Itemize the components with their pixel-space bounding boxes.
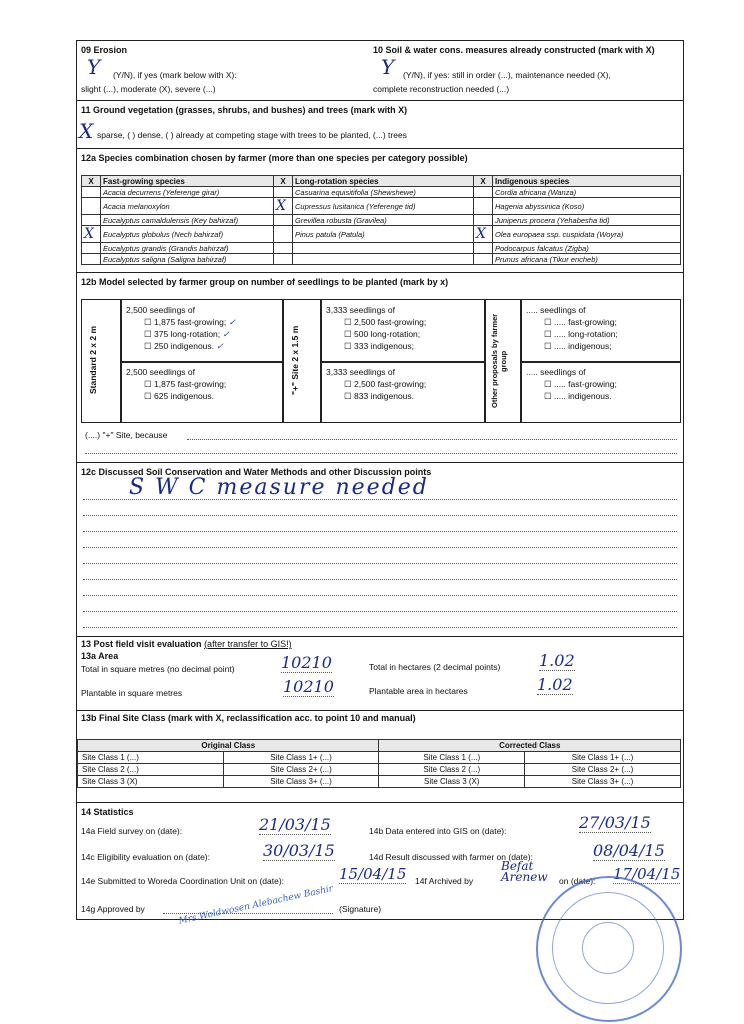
total-ha-value: 1.02 — [539, 651, 575, 670]
plus-a-1: ☐ 2,500 fast-growing; — [344, 317, 427, 327]
long-species: Grevillea robusta (Gravilea) — [293, 215, 474, 226]
section-model — [77, 273, 683, 463]
site-class-table — [77, 739, 681, 788]
fast-species: Eucalyptus saligna (Saligna bahirzaf) — [101, 254, 274, 265]
other-b-1: ☐ ..... fast-growing; — [544, 379, 617, 389]
discussed-title: 12c Discussed Soil Conservation and Water Methods and other Discussion points — [81, 467, 432, 477]
stat-14f-on: on (date): — [559, 876, 596, 886]
plus-site-label: "+" Site 2 x 1.5 m — [290, 325, 300, 395]
species-row — [82, 243, 681, 254]
corr-class-cell: Site Class 3 (X) — [379, 776, 525, 788]
orig-class-cell: Site Class 2+ (...) — [223, 764, 379, 776]
plus-b-head: 3,333 seedlings of — [326, 367, 395, 377]
corr-class-cell: Site Class 1 (...) — [379, 752, 525, 764]
other-a-1: ☐ ..... fast-growing; — [544, 317, 617, 327]
long-species-mark: X — [274, 198, 293, 215]
indigenous-species: Podocarpus falcatus (Zigba) — [493, 243, 681, 254]
fast-species: Eucalyptus grandis (Grandis bahirzaf) — [101, 243, 274, 254]
section-ground-vegetation — [77, 101, 683, 149]
plant-sqm-value: 10210 — [283, 677, 334, 696]
long-species — [293, 254, 474, 265]
corrected-class-header: Corrected Class — [379, 740, 681, 752]
plant-ha-value: 1.02 — [537, 675, 573, 694]
indigenous-species: Juniperus procera (Yehabesha tid) — [493, 215, 681, 226]
stat-14f-label: 14f Archived by — [415, 876, 474, 886]
other-b-2: ☐ ..... indigenous. — [544, 391, 612, 401]
soil-water-title: 10 Soil & water cons. measures already constructed (mark with X) — [373, 45, 655, 55]
soil-water-question: (Y/N), if yes: still in order (...), maintenance needed (X), — [403, 70, 611, 80]
stat-14c-value: 30/03/15 — [263, 841, 335, 860]
area-title: 13a Area — [81, 651, 119, 661]
fast-species: Eucalyptus globulus (Nech bahirzaf) — [101, 226, 274, 243]
section-site-class — [77, 711, 683, 803]
species-header-x2: X — [274, 176, 293, 187]
total-sqm-label: Total in square metres (no decimal point) — [81, 664, 235, 674]
corr-class-cell: Site Class 3+ (...) — [525, 776, 681, 788]
other-a-head: ..... seedlings of — [526, 305, 586, 315]
indigenous-species: Olea europaea ssp. cuspidata (Woyra) — [493, 226, 681, 243]
erosion-question: (Y/N), if yes (mark below with X): — [113, 70, 237, 80]
std-a-3: ☐ 250 indigenous. ✓ — [144, 341, 224, 352]
orig-class-cell: Site Class 3+ (...) — [223, 776, 379, 788]
species-row — [82, 226, 681, 243]
long-species: Cupressus lusitanica (Yeferenge tid) — [293, 198, 474, 215]
approver-stamp-text: Mrs.Woldwosen Alebachew Bashir — [177, 884, 335, 927]
model-grid — [81, 299, 681, 423]
plant-ha-label: Plantable area in hectares — [369, 686, 468, 696]
total-ha-label: Total in hectares (2 decimal points) — [369, 662, 501, 672]
section-discussed — [77, 463, 683, 637]
site-class-row — [78, 776, 681, 788]
site-class-row — [78, 764, 681, 776]
species-header-long: Long-rotation species — [293, 176, 474, 187]
other-a-3: ☐ ..... indigenous; — [544, 341, 612, 351]
stat-14d-label: 14d Result discussed with farmer on (date): — [369, 852, 533, 862]
plus-a-head: 3,333 seedlings of — [326, 305, 395, 315]
stat-14a-label: 14a Field survey on (date): — [81, 826, 183, 836]
species-row — [82, 215, 681, 226]
orig-class-cell: Site Class 2 (...) — [78, 764, 224, 776]
fast-species-mark: X — [82, 226, 101, 243]
long-species: Pinus patula (Patula) — [293, 226, 474, 243]
indigenous-species: Prunus africana (Tikur encheb) — [493, 254, 681, 265]
std-b-2: ☐ 625 indigenous. — [144, 391, 215, 401]
soil-water-answer: Y — [381, 55, 395, 79]
plus-a-3: ☐ 333 indigenous; — [344, 341, 415, 351]
std-a-2: ☐ 375 long-rotation; ✓ — [144, 329, 230, 340]
stat-14g-label: 14g Approved by — [81, 904, 145, 914]
site-class-title: 13b Final Site Class (mark with X, reclassification acc. to point 10 and manual) — [81, 713, 416, 723]
corr-class-cell: Site Class 1+ (...) — [525, 752, 681, 764]
stat-14a-value: 21/03/15 — [259, 815, 331, 834]
plant-sqm-label: Plantable in square metres — [81, 688, 183, 698]
species-table — [81, 175, 681, 265]
indigenous-species: Cordia africana (Wanza) — [493, 187, 681, 198]
stat-14c-label: 14c Eligibility evaluation on (date): — [81, 852, 210, 862]
form-page — [76, 40, 684, 927]
statistics-title: 14 Statistics — [81, 807, 134, 817]
orig-class-cell: Site Class 1+ (...) — [223, 752, 379, 764]
species-header-fast: Fast-growing species — [101, 176, 274, 187]
ground-veg-title: 11 Ground vegetation (grasses, shrubs, and bushes) and trees (mark with X) — [81, 105, 408, 115]
plus-b-2: ☐ 833 indigenous. — [344, 391, 415, 401]
indigenous-species: Hagenia abyssinica (Koso) — [493, 198, 681, 215]
std-b-1: ☐ 1,875 fast-growing; — [144, 379, 227, 389]
corr-class-cell: Site Class 2+ (...) — [525, 764, 681, 776]
post-eval-title: 13 Post field visit evaluation (after transfer to GIS!) — [81, 639, 292, 649]
species-row — [82, 254, 681, 265]
stat-14e-value: 15/04/15 — [339, 865, 407, 883]
erosion-levels: slight (...), moderate (X), severe (...) — [81, 84, 216, 94]
corr-class-cell: Site Class 2 (...) — [379, 764, 525, 776]
stat-14e-label: 14e Submitted to Woreda Coordination Unit on (date): — [81, 876, 285, 886]
species-title: 12a Species combination chosen by farmer (more than one species per category possible) — [81, 153, 468, 163]
section-species — [77, 149, 683, 273]
site-class-row — [78, 752, 681, 764]
std-a-head: 2,500 seedlings of — [126, 305, 195, 315]
erosion-title: 09 Erosion — [81, 45, 128, 55]
plus-a-2: ☐ 500 long-rotation; — [344, 329, 421, 339]
fast-species: Acacia melanoxylon — [101, 198, 274, 215]
stat-14d-value: 08/04/15 — [593, 841, 665, 860]
plus-b-1: ☐ 2,500 fast-growing; — [344, 379, 427, 389]
species-header-x3: X — [474, 176, 493, 187]
indigenous-species-mark: X — [474, 226, 493, 243]
orig-class-cell: Site Class 1 (...) — [78, 752, 224, 764]
long-species: Casuarina equisitifolia (Shewshewe) — [293, 187, 474, 198]
stat-14g-signature: (Signature) — [339, 904, 382, 914]
original-class-header: Original Class — [78, 740, 379, 752]
official-seal-icon — [536, 876, 682, 1022]
fast-species: Eucalyptus camaldulensis (Key bahirzaf) — [101, 215, 274, 226]
stat-14f-name: Befat Arenew — [501, 859, 548, 884]
model-title: 12b Model selected by farmer group on number of seedlings to be planted (mark by x) — [81, 277, 449, 287]
long-species — [293, 243, 474, 254]
species-header-indigenous: Indigenous species — [493, 176, 681, 187]
ground-veg-text: sparse, ( ) dense, ( ) already at competing stage with trees to be planted, (...) trees — [97, 130, 407, 140]
species-header-x1: X — [82, 176, 101, 187]
other-b-head: ..... seedlings of — [526, 367, 586, 377]
species-row — [82, 198, 681, 215]
stat-14b-value: 27/03/15 — [579, 813, 651, 832]
other-a-2: ☐ ..... long-rotation; — [544, 329, 618, 339]
soil-water-line2: complete reconstruction needed (...) — [373, 84, 510, 94]
discussed-handwritten: S W C measure needed — [129, 475, 429, 500]
section-post-eval — [77, 637, 683, 711]
section-erosion — [77, 41, 683, 101]
orig-class-cell: Site Class 3 (X) — [78, 776, 224, 788]
species-row — [82, 187, 681, 198]
ground-veg-mark: X — [79, 119, 94, 143]
std-a-1: ☐ 1,875 fast-growing; ✓ — [144, 317, 236, 328]
total-sqm-value: 10210 — [281, 653, 332, 672]
other-proposals-label: Other proposals by farmer group — [490, 313, 508, 409]
standard-label: Standard 2 x 2 m — [88, 325, 98, 395]
std-b-head: 2,500 seedlings of — [126, 367, 195, 377]
erosion-answer: Y — [87, 55, 101, 79]
plus-site-because: (....) "+" Site, because — [85, 430, 168, 440]
stat-14b-label: 14b Data entered into GIS on (date): — [369, 826, 507, 836]
stat-14f-value: 17/04/15 — [613, 865, 681, 883]
fast-species: Acacia decurrens (Yeferenge girar) — [101, 187, 274, 198]
